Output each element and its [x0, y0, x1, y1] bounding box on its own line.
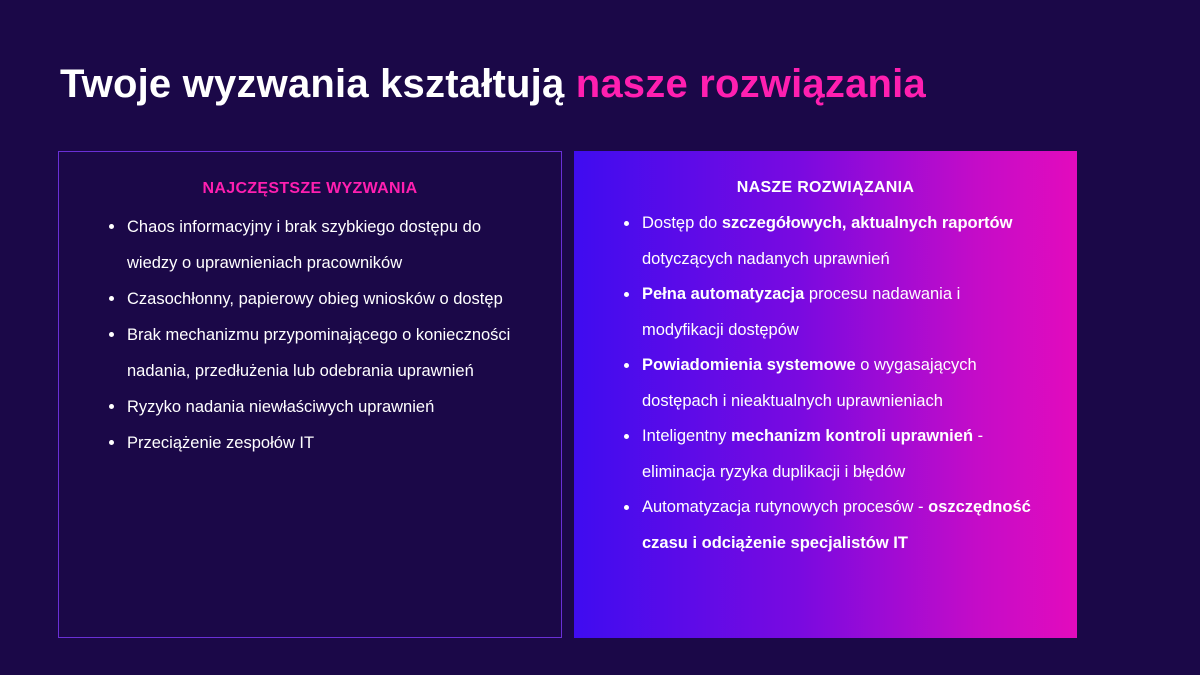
bold-phrase: oszczędność czasu i odciążenie specjalistów IT [642, 498, 1031, 552]
text-fragment: Przeciążenie zespołów IT [127, 434, 315, 452]
challenge-item-text [127, 326, 510, 380]
solution-item [624, 419, 1037, 490]
solution-item [624, 490, 1037, 561]
solutions-heading: NASZE ROZWIĄZANIA [736, 179, 915, 196]
bold-phrase: Powiadomienia systemowe [642, 356, 856, 374]
text-fragment: o wygasających dostępach i nieaktualnych uprawnieniach [642, 356, 977, 410]
text-fragment: Ryzyko nadania niewłaściwych uprawnień [127, 398, 435, 416]
text-fragment: Czasochłonny, papierowy obieg wniosków o dostęp [127, 290, 503, 308]
challenge-item-text [127, 434, 314, 452]
bold-phrase: Pełna automatyzacja [642, 285, 805, 303]
challenge-item-text [127, 290, 503, 308]
challenge-item-text [127, 398, 434, 416]
bold-phrase: mechanizm kontroli uprawnień [730, 427, 974, 445]
challenges-list [109, 209, 531, 461]
solution-item [624, 348, 1037, 419]
text-fragment: Brak mechanizmu przypominającego o konieczności nadania, przedłużenia lub odebrania uprawnień [127, 326, 511, 380]
page-title-main: Twoje wyzwania kształtują [60, 62, 576, 106]
challenge-item [109, 425, 531, 461]
solutions-panel [574, 151, 1077, 638]
challenge-item [109, 281, 531, 317]
text-fragment: Dostęp do [642, 214, 722, 232]
solution-item-text [642, 356, 977, 410]
challenge-item-text [127, 218, 481, 272]
text-fragment: Automatyzacja rutynowych procesów - [642, 498, 929, 516]
solutions-list [624, 206, 1037, 561]
solution-item-text [642, 214, 1012, 268]
challenges-heading: NAJCZĘSTSZE WYZWANIA [202, 180, 418, 197]
solution-item [624, 206, 1037, 277]
solution-item-text [642, 498, 1031, 552]
text-fragment: Inteligentny [642, 427, 731, 445]
text-fragment: procesu nadawania i modyfikacji dostępów [642, 285, 961, 339]
challenge-item [109, 209, 531, 281]
bold-phrase: szczegółowych, aktualnych raportów [721, 214, 1013, 232]
challenge-item [109, 317, 531, 389]
challenges-panel [58, 151, 562, 638]
text-fragment: - eliminacja ryzyka duplikacji i błędów [642, 427, 984, 481]
text-fragment: dotyczących nadanych uprawnień [642, 249, 890, 268]
solution-item [624, 277, 1037, 348]
text-fragment: Chaos informacyjny i brak szybkiego dostępu do wiedzy o uprawnieniach pracowników [127, 218, 482, 272]
solution-item-text [642, 285, 960, 339]
solution-item-text [642, 427, 983, 481]
challenge-item [109, 389, 531, 425]
page-title-accent: nasze rozwiązania [575, 62, 926, 106]
page-title [60, 62, 926, 107]
